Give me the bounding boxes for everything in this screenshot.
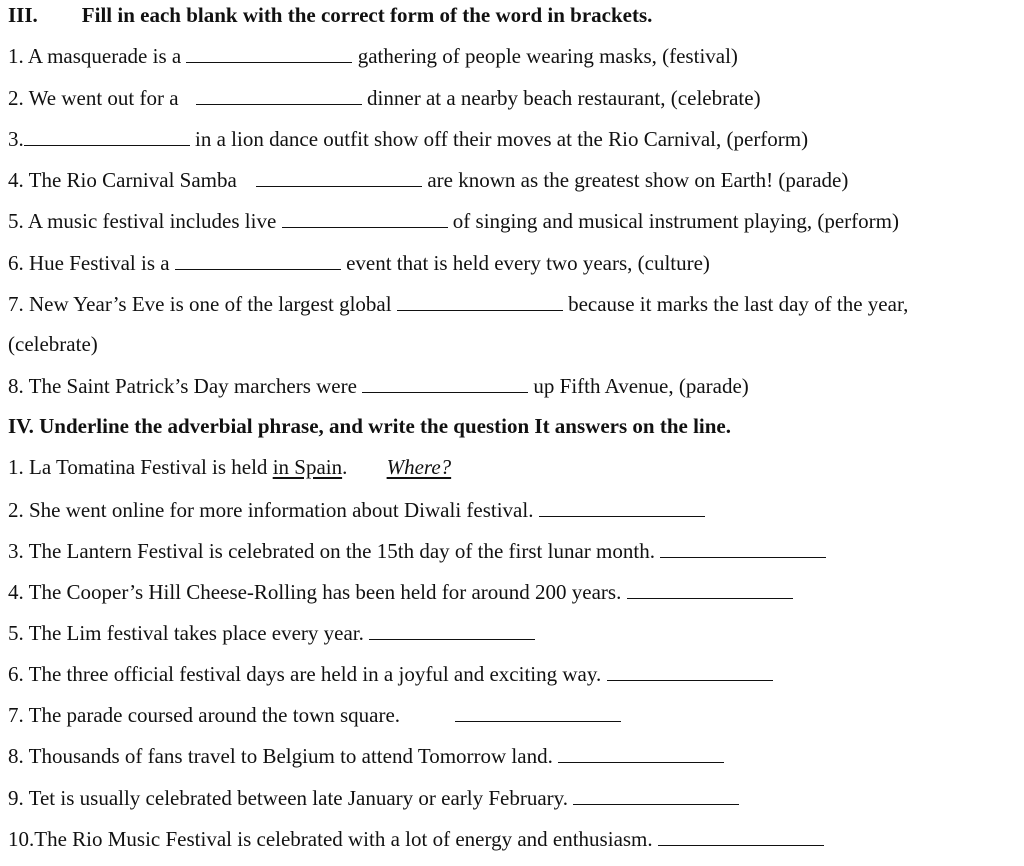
s3-item-7-continuation: (celebrate) (8, 332, 98, 356)
s4-item-2: 2. She went online for more information about Diwali festival. (8, 496, 705, 523)
s4-item-9: 9. Tet is usually celebrated between late January or early February. (8, 784, 739, 811)
answer-blank-5[interactable] (282, 207, 448, 228)
s4-item-5: 5. The Lim festival takes place every year. (8, 619, 535, 646)
question-blank-6[interactable] (607, 660, 773, 681)
s3-item-4: 4. The Rio Carnival Samba are known as the greatest show on Earth! (parade) (8, 168, 849, 192)
answer-blank-6[interactable] (175, 249, 341, 270)
section-3-instruction: Fill in each blank with the correct form of the word in brackets. (81, 3, 653, 27)
s3-item-7: 7. New Year’s Eve is one of the largest global because it marks the last day of the year, (8, 292, 909, 316)
section-4-heading: IV. Underline the adverbial phrase, and write the question It answers on the line. (8, 414, 731, 438)
question-blank-5[interactable] (369, 619, 535, 640)
s3-item-5: 5. A music festival includes live of singing and musical instrument playing, (perform) (8, 209, 899, 233)
s3-item-3: 3. in a lion dance outfit show off their moves at the Rio Carnival, (perform) (8, 127, 809, 151)
answer-blank-2[interactable] (196, 84, 362, 105)
s4-item-4: 4. The Cooper’s Hill Cheese-Rolling has been held for around 200 years. (8, 578, 793, 605)
question-blank-7[interactable] (455, 701, 621, 722)
question-blank-9[interactable] (573, 784, 739, 805)
question-blank-2[interactable] (539, 496, 705, 517)
s4-item-7: 7. The parade coursed around the town square. (8, 701, 621, 728)
section-3-number: III. (8, 3, 38, 27)
question-blank-3[interactable] (660, 537, 826, 558)
answer-blank-3[interactable] (24, 125, 190, 146)
s4-item-8: 8. Thousands of fans travel to Belgium to attend Tomorrow land. (8, 742, 724, 769)
s4-item-3: 3. The Lantern Festival is celebrated on the 15th day of the first lunar month. (8, 537, 826, 564)
question-blank-10[interactable] (658, 825, 824, 846)
example-answer: Where? (386, 455, 452, 479)
answer-blank-8[interactable] (362, 372, 528, 393)
answer-blank-1[interactable] (186, 42, 352, 63)
s4-item-6: 6. The three official festival days are held in a joyful and exciting way. (8, 660, 773, 687)
question-blank-8[interactable] (558, 742, 724, 763)
s4-item-10: 10.The Rio Music Festival is celebrated with a lot of energy and enthusiasm. (8, 825, 824, 852)
s3-item-6: 6. Hue Festival is a event that is held every two years, (culture) (8, 251, 710, 275)
s3-item-8: 8. The Saint Patrick’s Day marchers were up Fifth Avenue, (parade) (8, 374, 749, 398)
answer-blank-4[interactable] (256, 166, 422, 187)
s3-item-2: 2. We went out for a dinner at a nearby beach restaurant, (celebrate) (8, 86, 761, 110)
underlined-phrase: in Spain (272, 455, 343, 479)
section-3-heading (8, 2, 652, 28)
question-blank-4[interactable] (627, 578, 793, 599)
s4-example: 1. La Tomatina Festival is held in Spain. Where? (8, 455, 452, 479)
answer-blank-7[interactable] (397, 290, 563, 311)
s3-item-1: 1. A masquerade is a gathering of people wearing masks, (festival) (8, 44, 738, 68)
